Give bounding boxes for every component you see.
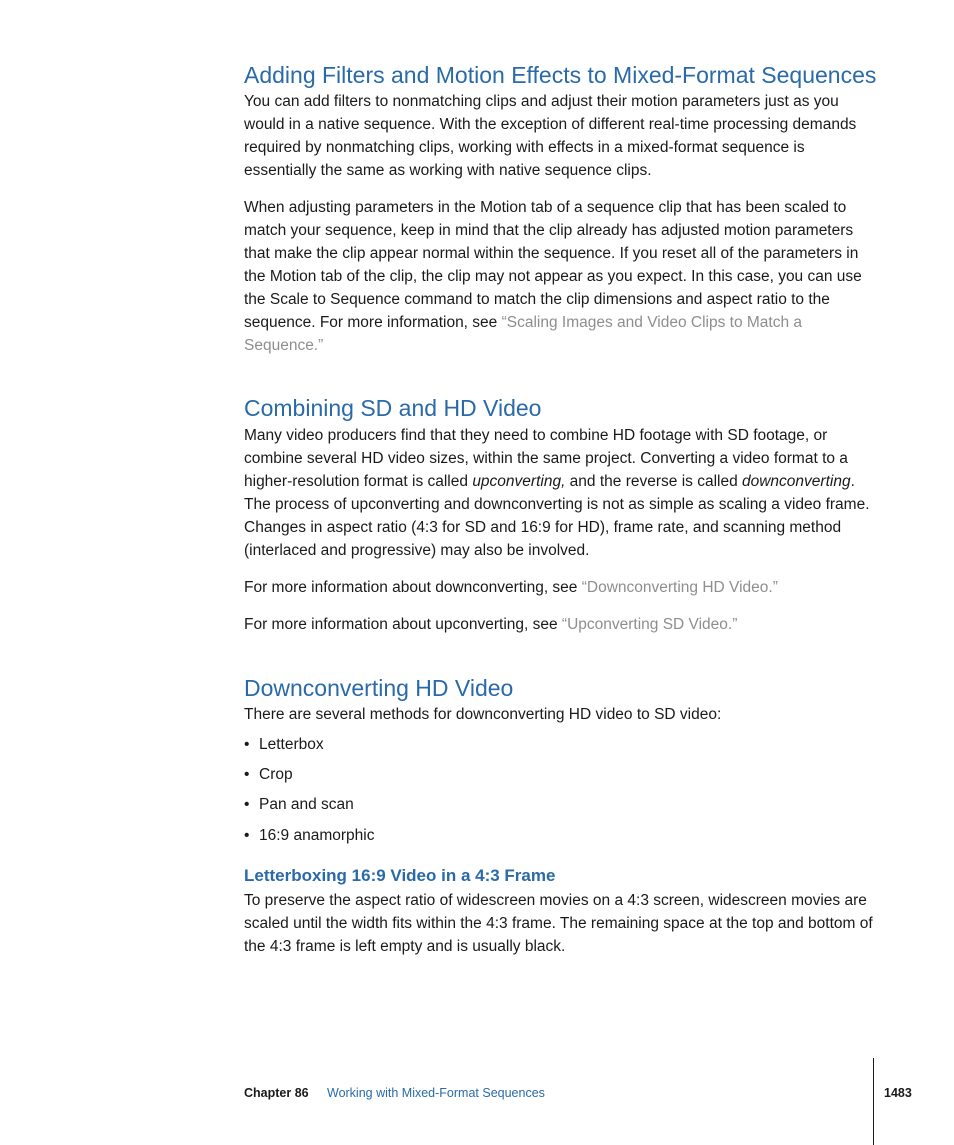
link-scaling-images[interactable]: “Scaling Images and Video Clips to Match a Sequence.” xyxy=(244,314,803,354)
footer-chapter-label: Chapter 86 xyxy=(244,1086,309,1100)
paragraph-text: . The process of upconverting and downconverting is not as simple as scaling a video frame. Changes in aspect ratio (4:3 for SD and 16:9 for HD), frame rate, and scanning method (interlaced and progressive) may also be involved. xyxy=(244,473,870,559)
section-heading-combining-sd-hd: Combining SD and HD Video xyxy=(244,395,542,421)
term-upconverting: upconverting, xyxy=(472,473,566,490)
paragraph-text: Many video producers find that they need to combine HD footage with SD footage, or combine several HD video sizes, within the same project. Converting a video format to a higher-resolution format is called xyxy=(244,427,848,490)
paragraph-text: and the reverse is called xyxy=(565,473,742,490)
list-item-label: Crop xyxy=(259,766,293,783)
footer-divider xyxy=(873,1058,874,1145)
paragraph-text: When adjusting parameters in the Motion tab of a sequence clip that has been scaled to match your sequence, keep in mind that the clip already has adjusted motion parameters that make the clip appear normal within the sequence. If you reset all of the parameters in the Motion tab of the clip, the clip may not appear as you expect. In this case, you can use the Scale to Sequence command to match the clip dimensions and aspect ratio to the sequence. For more information, see xyxy=(244,199,862,331)
list-item xyxy=(244,763,293,786)
bullet-icon: • xyxy=(244,766,250,783)
section-heading-filters-motion: Adding Filters and Motion Effects to Mixed-Format Sequences xyxy=(244,62,877,88)
paragraph xyxy=(244,196,876,357)
paragraph-text: For more information about upconverting, see xyxy=(244,616,562,633)
paragraph: You can add filters to nonmatching clips and adjust their motion parameters just as you would in a native sequence. With the exception of different real-time processing demands required by nonmatching clips, working with effects in a mixed-format sequence is essentially the same as working with native sequence clips. xyxy=(244,93,857,179)
paragraph-text: For more information about downconverting, see xyxy=(244,579,582,596)
paragraph xyxy=(244,576,876,599)
list-item-label: Pan and scan xyxy=(259,796,354,813)
bullet-icon: • xyxy=(244,736,250,753)
list-item-label: Letterbox xyxy=(259,736,324,753)
list-item xyxy=(244,733,324,756)
footer-chapter-title: Working with Mixed-Format Sequences xyxy=(327,1086,545,1100)
bullet-icon: • xyxy=(244,796,250,813)
subsection-heading-letterboxing: Letterboxing 16:9 Video in a 4:3 Frame xyxy=(244,866,556,885)
paragraph xyxy=(244,613,876,636)
bullet-icon: • xyxy=(244,827,250,844)
section-heading-downconverting: Downconverting HD Video xyxy=(244,675,514,701)
paragraph: There are several methods for downconverting HD video to SD video: xyxy=(244,706,722,723)
list-item-label: 16:9 anamorphic xyxy=(259,827,375,844)
link-downconverting[interactable]: “Downconverting HD Video.” xyxy=(581,579,778,596)
link-upconverting[interactable]: “Upconverting SD Video.” xyxy=(561,616,738,633)
term-downconverting: downconverting xyxy=(742,473,851,490)
page-number: 1483 xyxy=(884,1086,912,1100)
list-item xyxy=(244,793,354,816)
paragraph: To preserve the aspect ratio of widescreen movies on a 4:3 screen, widescreen movies are scaled until the width fits within the 4:3 frame. The remaining space at the top and bottom of the 4:3 frame is left empty and is usually black. xyxy=(244,892,873,955)
list-item xyxy=(244,824,374,847)
paragraph xyxy=(244,424,876,562)
